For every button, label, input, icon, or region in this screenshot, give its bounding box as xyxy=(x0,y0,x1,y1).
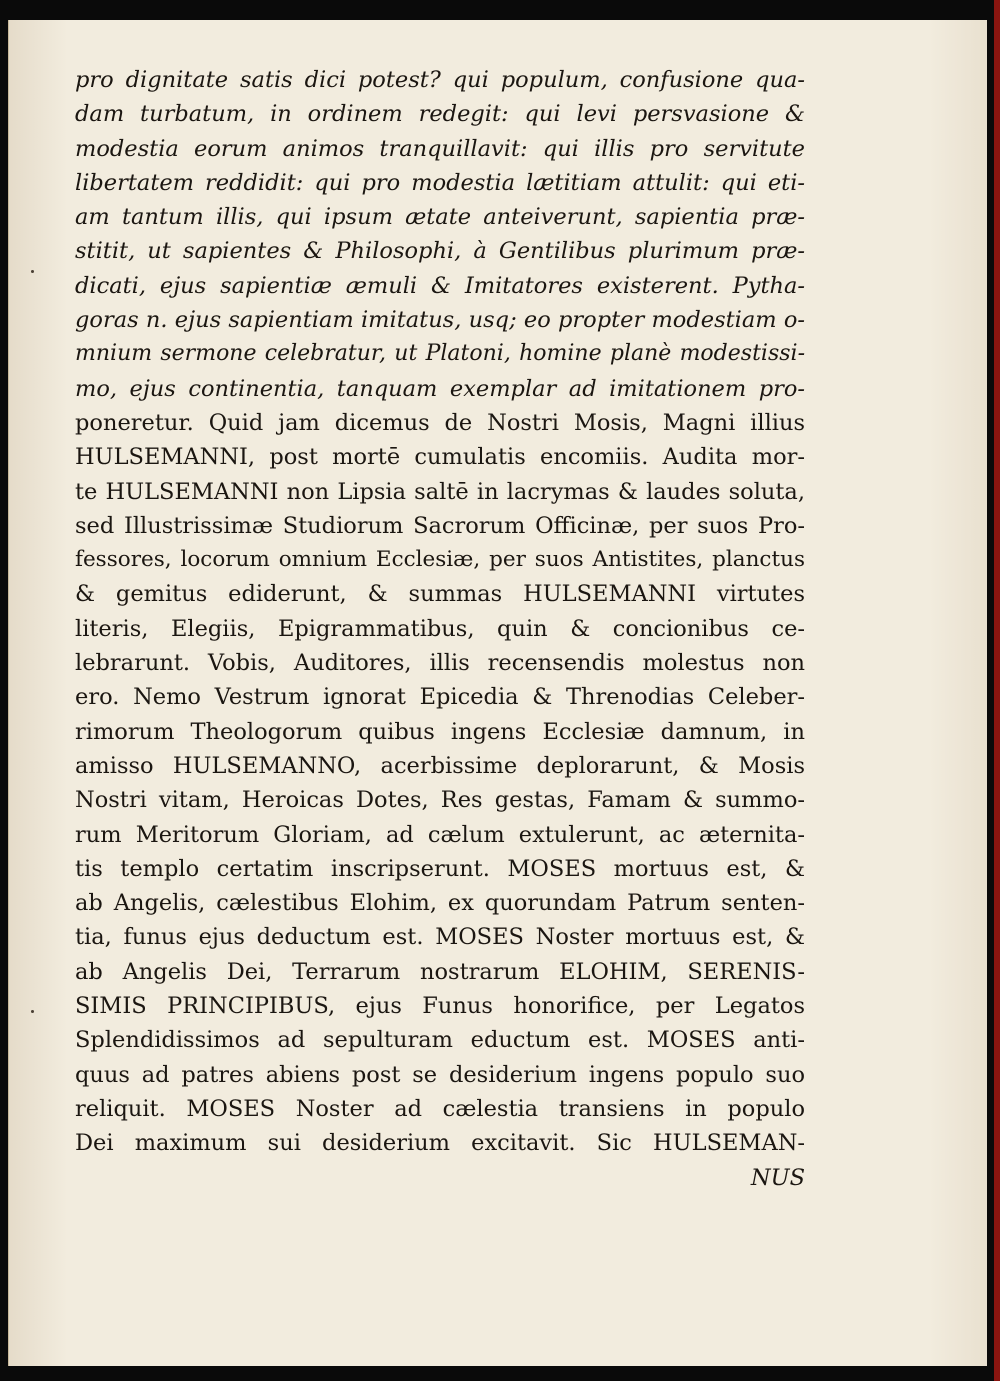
text-line: & gemitus ediderunt, & summas HULSEMANNI virtutes xyxy=(75,581,805,608)
text-line: Dei maximum sui desiderium excitavit. Sic HULSEMAN- xyxy=(75,1130,805,1157)
text-line: quus ad patres abiens post se desiderium ingens populo suo xyxy=(75,1061,805,1088)
text-line: mnium sermone celebratur, ut Platoni, homine planè modestissi- xyxy=(75,341,805,367)
text-line: stitit, ut sapientes & Philosophi, à Gentilibus plurimum præ- xyxy=(75,238,805,265)
text-line: dicati, ejus sapientiæ æmuli & Imitatores existerent. Pytha- xyxy=(75,272,805,299)
text-line: Nostri vitam, Heroicas Dotes, Res gestas, Famam & summo- xyxy=(75,787,805,814)
text-line: am tantum illis, qui ipsum ætate anteiverunt, sapientia præ- xyxy=(75,204,805,231)
text-line: goras n. ejus sapientiam imitatus, usq; eo propter modestiam o- xyxy=(75,307,805,334)
text-line: ab Angelis, cælestibus Elohim, ex quorundam Patrum senten- xyxy=(75,890,805,917)
text-line: tis templo certatim inscripserunt. MOSES mortuus est, & xyxy=(75,855,805,882)
margin-mark xyxy=(31,1010,34,1013)
text-line: libertatem reddidit: qui pro modestia lætitiam attulit: qui eti- xyxy=(75,169,805,196)
text-line: mo, ejus continentia, tanquam exemplar ad imitationem pro- xyxy=(75,375,805,402)
text-line: fessores, locorum omnium Ecclesiæ, per suos Antistites, planctus xyxy=(75,547,805,573)
text-line: poneretur. Quid jam dicemus de Nostri Mosis, Magni illius xyxy=(75,409,805,436)
catchword: NUS xyxy=(750,1164,805,1191)
text-line: SIMIS PRINCIPIBUS, ejus Funus honorifice, per Legatos xyxy=(75,993,805,1020)
page-text xyxy=(75,63,805,1195)
text-line: te HULSEMANNI non Lipsia saltē in lacrymas & laudes soluta, xyxy=(75,478,805,505)
text-line: literis, Elegiis, Epigrammatibus, quin & concionibus ce- xyxy=(75,615,805,642)
margin-mark xyxy=(31,270,34,273)
text-line: tia, funus ejus deductum est. MOSES Noster mortuus est, & xyxy=(75,924,805,951)
text-line: HULSEMANNI, post mortē cumulatis encomiis. Audita mor- xyxy=(75,444,805,471)
page-edge-bar xyxy=(994,0,1000,1381)
text-line: dam turbatum, in ordinem redegit: qui levi persvasione & xyxy=(75,101,805,128)
text-line: rum Meritorum Gloriam, ad cælum extulerunt, ac æternita- xyxy=(75,821,805,848)
text-line: lebrarunt. Vobis, Auditores, illis recensendis molestus non xyxy=(75,650,805,677)
text-line: ab Angelis Dei, Terrarum nostrarum ELOHIM, SERENIS- xyxy=(75,958,805,985)
text-line: Splendidissimos ad sepulturam eductum est. MOSES anti- xyxy=(75,1027,805,1054)
text-line: amisso HULSEMANNO, acerbissime deplorarunt, & Mosis xyxy=(75,752,805,779)
text-line: rimorum Theologorum quibus ingens Ecclesiæ damnum, in xyxy=(75,718,805,745)
text-line: sed Illustrissimæ Studiorum Sacrorum Officinæ, per suos Pro- xyxy=(75,512,805,539)
text-line: modestia eorum animos tranquillavit: qui illis pro servitute xyxy=(75,135,805,162)
text-line: ero. Nemo Vestrum ignorat Epicedia & Threnodias Celeber- xyxy=(75,684,805,711)
text-line: reliquit. MOSES Noster ad cælestia transiens in populo xyxy=(75,1095,805,1122)
text-line: pro dignitate satis dici potest? qui populum, confusione qua- xyxy=(75,67,805,93)
